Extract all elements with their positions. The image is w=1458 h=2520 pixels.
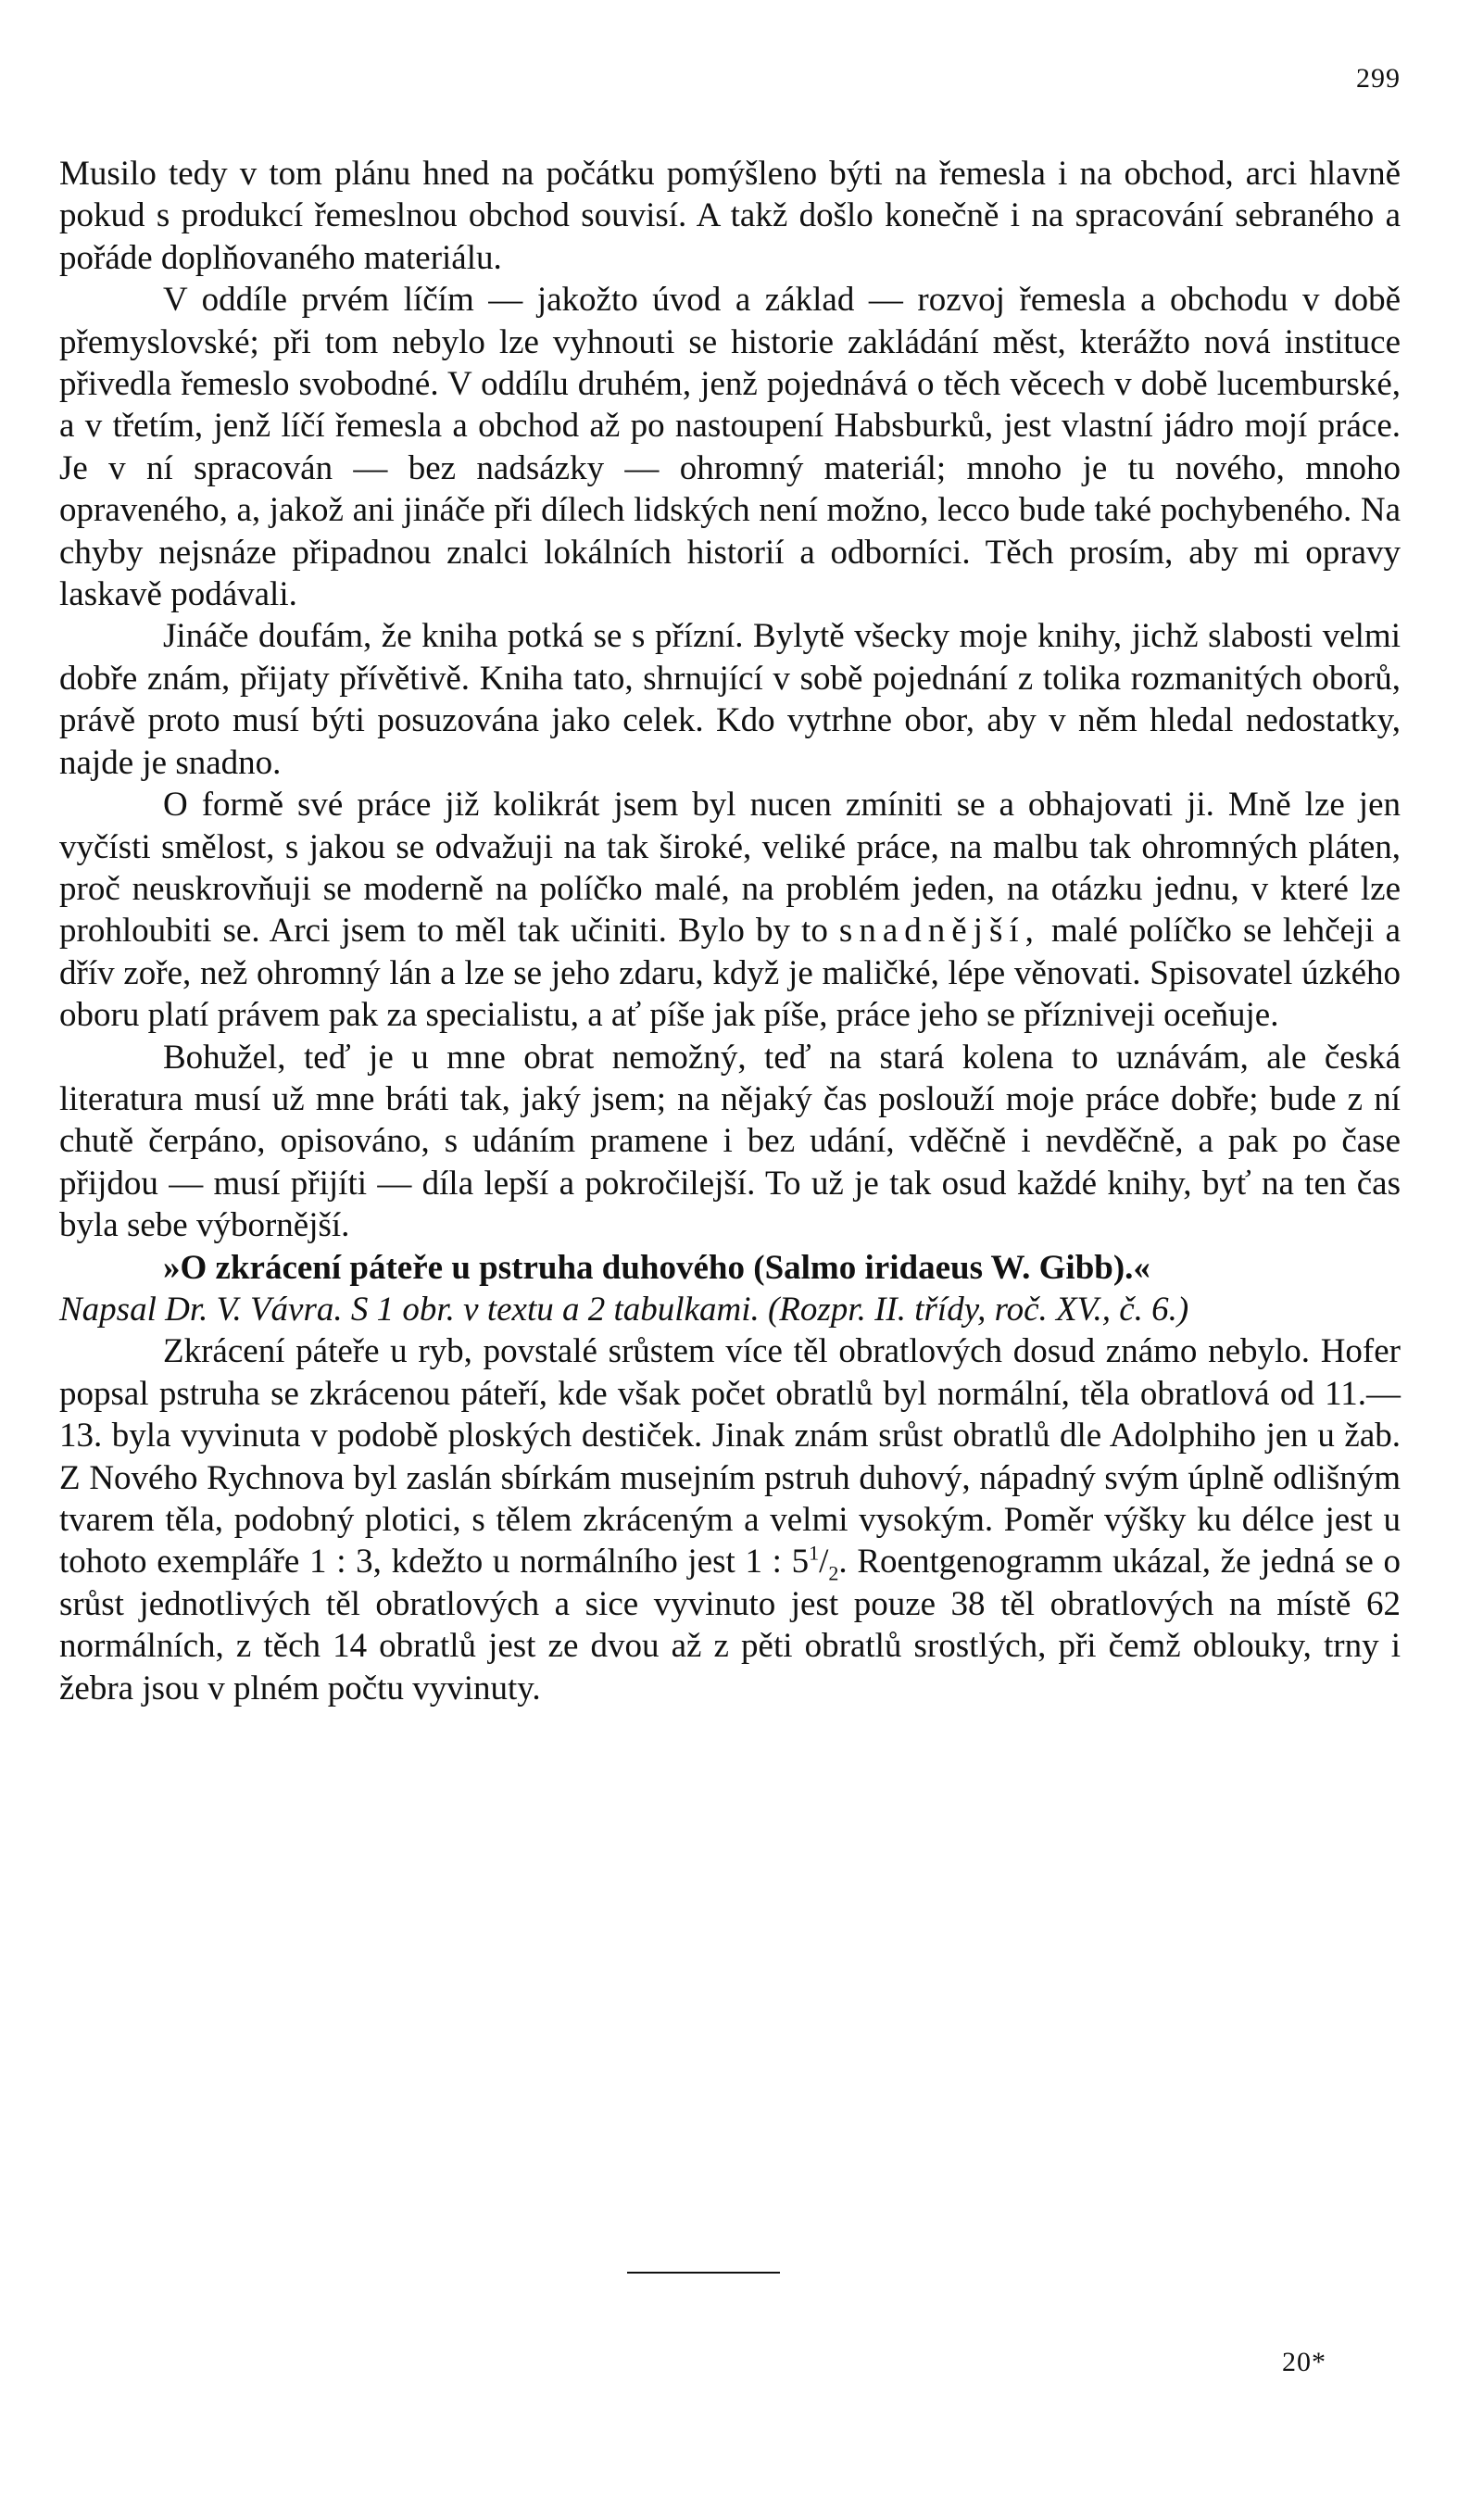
separator-rule	[627, 2272, 780, 2274]
review-paragraph	[59, 1330, 1401, 1709]
review-meta: Napsal Dr. V. Vávra. S 1 obr. v textu a 2 tabulkami. (Rozpr. II. třídy, roč. XV., č. 6.)	[59, 1290, 1189, 1329]
page-number: 299	[1356, 63, 1401, 94]
spaced-word: snadnější,	[838, 912, 1040, 951]
signature-mark: 20*	[1282, 2347, 1326, 2377]
paragraph: Jináče doufám, že kniha potká se s přízní. Bylytě všecky moje knihy, jichž slabosti velmi dobře znám, přijaty přívětivě. Kniha tato, shrnující v sobě pojednání z tolika rozmanitých oborů, právě proto musí býti posuzována jako celek. Kdo vytrhne obor, aby v něm hledal nedostatky, najde je snadno.	[59, 617, 1401, 782]
paragraph: V oddíle prvém líčím — jakožto úvod a základ — rozvoj řemesla a obchodu v době přemyslovské; při tom nebylo lze vyhnouti se historie zakládání měst, kterážto nová instituce přivedla řemeslo svobodné. V oddílu druhém, jenž pojednává o těch věcech v době lucemburské, a v třetím, jenž líčí řemesla a obchod až po nastoupení Habsburků, jest vlastní jádro mojí práce. Je v ní spracován — bez nadsázky — ohromný materiál; mnoho je tu nového, mnoho opraveného, a, jakož ani jináče při dílech lidských není možno, lecco bude také pochybeného. Na chyby nejsnáze připadnou znalci lokálních historií a odborníci. Těch prosím, aby mi opravy laskavě podávali.	[59, 281, 1401, 614]
paragraph-text: O formě své práce již kolikrát jsem byl nucen zmíniti se a obhajovati ji. Mně lze jen vyčísti smělost, s jakou se odvažuji na tak široké, veliké práce, na malbu tak ohromných pláten, proč neuskrovňuji se moderně na políčko malé, na problém jeden, na otázku jednu, v které lze prohloubiti se. Arci jsem to měl tak učiniti. Bylo by to	[59, 786, 1401, 951]
ratio-slash: /	[819, 1543, 829, 1581]
paragraph: Bohužel, teď je u mne obrat nemožný, teď na stará kolena to uznávám, ale česká literatura musí už mne bráti tak, jaký jsem; na nějaký čas poslouží moje práce dobře; bude z ní chutě čerpáno, opisováno, s udáním pramene i bez udání, vděčně i nevděčně, a pak po čase přijdou — musí přijíti — díla lepší a pokročilejší. To už je tak osud každé knihy, byť na ten čas byla sebe výbornější.	[59, 1038, 1401, 1245]
ratio-numerator: 1	[809, 1542, 820, 1566]
ratio-denominator: 2	[828, 1561, 839, 1585]
review-text: Zkrácení páteře u ryb, povstalé srůstem více těl obratlových dosud známo nebylo. Hofer popsal pstruha se zkrácenou páteří, kde však počet obratlů byl normální, těla obratlová od 11.—13. byla vyvinuta v podobě ploských destiček. Jinak znám srůst obratlů dle Adolphiho jen u žab. Z Nového Rychnova byl zaslán sbírkám musejním pstruh duhový, nápadný svým úplně odlišným tvarem těla, podobný plotici, s tělem zkráceným a velmi vysokým. Poměr výšky ku délce jest u tohoto exempláře 1 : 3, kdežto u normálního jest 1 : 5	[59, 1332, 1401, 1581]
paragraph-text: malé políčko se lehčeji a dřív zoře, než ohromný lán a lze se jeho zdaru, když je maličké, lépe věnovati. Spisovatel úzkého oboru platí právem pak za specialistu, a ať píše jak píše, práce jeho se přízniveji oceňuje.	[59, 912, 1401, 1035]
paragraph: Musilo tedy v tom plánu hned na počátku pomýšleno býti na řemesla i na obchod, arci hlavně pokud s produkcí řemeslnou obchod souvisí. A takž došlo konečně i na spracování sebraného a pořáde doplňovaného materiálu.	[59, 155, 1401, 277]
review-text: . Roentgenogramm ukázal, že jedná se o srůst jednotlivých těl obratlových a sice vyvinuto jest pouze 38 těl obratlových na místě 62 normálních, z těch 14 obratlů jest ze dvou až z pěti obratlů srostlých, při čemž oblouky, trny i žebra jsou v plném počtu vyvinuty.	[59, 1543, 1401, 1707]
paragraph	[59, 784, 1401, 1036]
review-title: »O zkrácení páteře u pstruha duhového (Salmo iridaeus W. Gibb).«	[163, 1248, 1150, 1287]
body-text	[59, 153, 1401, 1709]
